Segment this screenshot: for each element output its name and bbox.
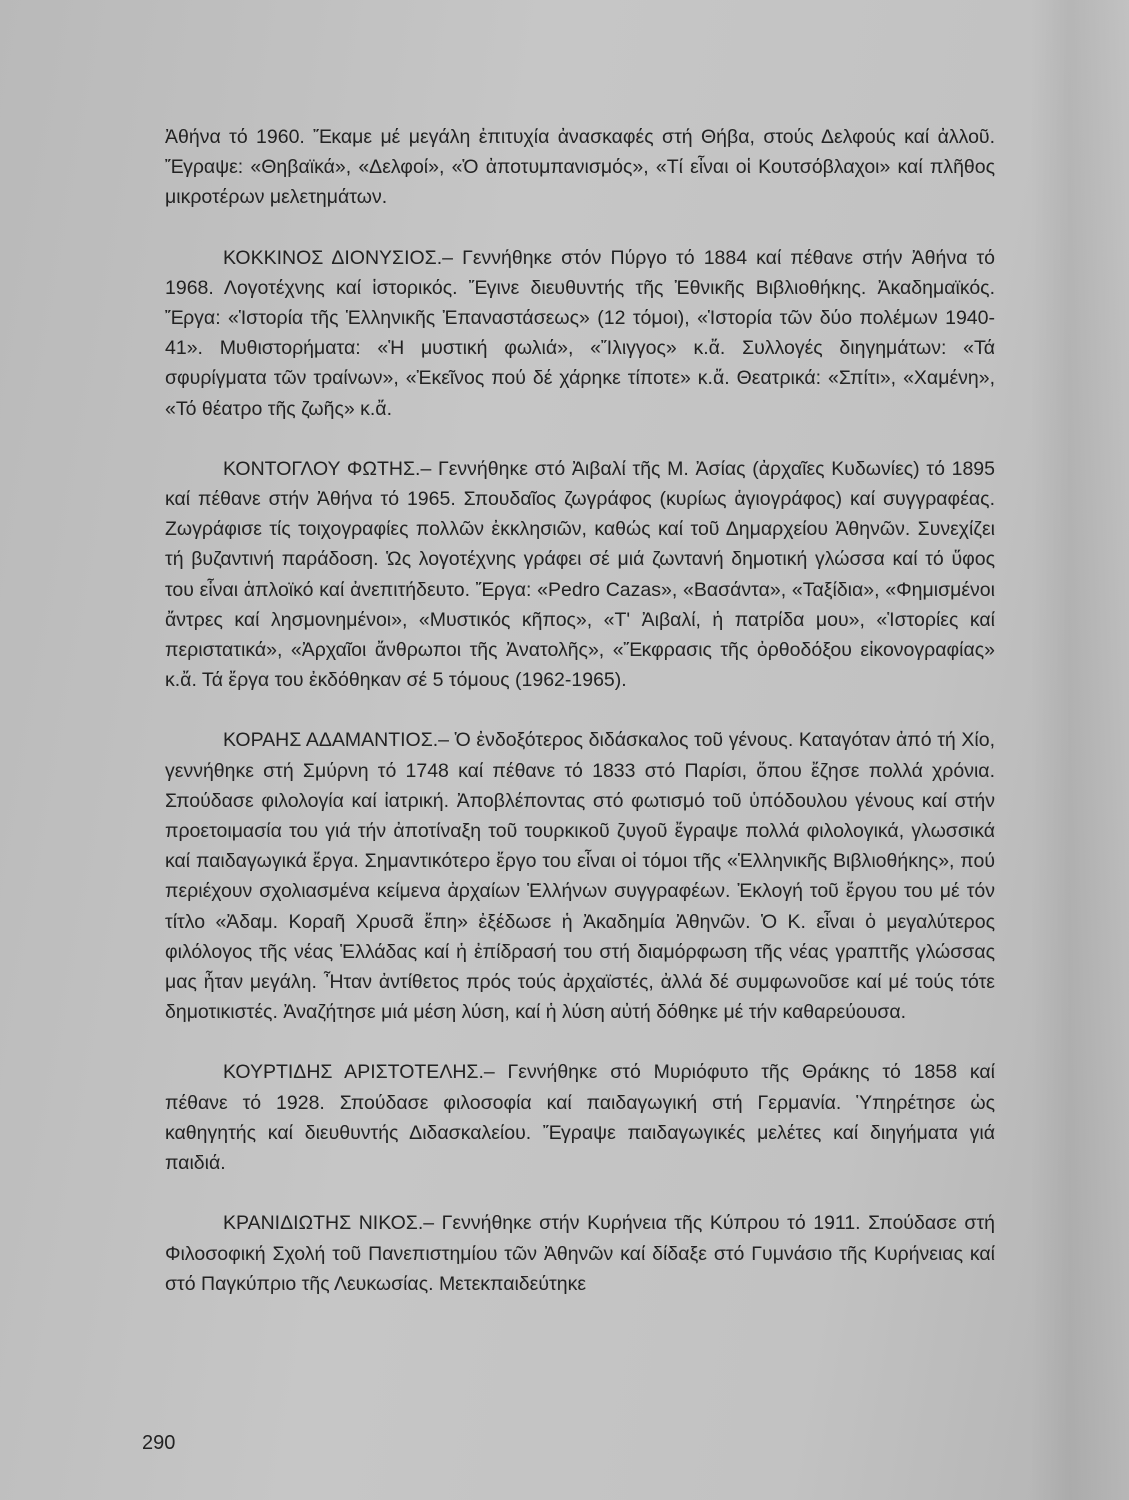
entry-kourtidis-aristotelis: ΚΟΥΡΤΙΔΗΣ ΑΡΙΣΤΟΤΕΛΗΣ.– Γεννήθηκε στό Μυριόφυτο τῆς Θράκης τό 1858 καί πέθανε τό 1928. Σπούδασε φιλοσοφία καί παιδαγωγική στή Γερμανία. Ὑπηρέτησε ὡς καθηγητής καί διευθυντής Διδασκαλείου. Ἔγραψε παιδαγωγικές μελέτες καί διηγήματα γιά παιδιά. xyxy=(165,1061,995,1175)
page-body xyxy=(165,122,995,1329)
paragraph-continuation: Ἀθήνα τό 1960. Ἔκαμε μέ μεγάλη ἐπιτυχία ἀνασκαφές στή Θήβα, στούς Δελφούς καί ἀλλοῦ. Ἔγραψε: «Θηβαϊκά», «Δελφοί», «Ὁ ἀποτυμπανισμός», «Τί εἶναι οἱ Κουτσόβλαχοι» καί πλῆθος μικροτέρων μελετημάτων. xyxy=(165,126,995,209)
entry-kontoglou-fotis: ΚΟΝΤΟΓΛΟΥ ΦΩΤΗΣ.– Γεννήθηκε στό Ἀιβαλί τῆς Μ. Ἀσίας (ἀρχαῖες Κυδωνίες) τό 1895 καί πέθανε στήν Ἀθήνα τό 1965. Σπουδαῖος ζωγράφος (κυρίως ἁγιογράφος) καί συγγραφέας. Ζωγράφισε τίς τοιχογραφίες πολλῶν ἐκκλησιῶν, καθώς καί τοῦ Δημαρχείου Ἀθηνῶν. Συνεχίζει τή βυζαντινή παράδοση. Ὡς λογοτέχνης γράφει σέ μιά ζωντανή δημοτική γλώσσα καί τό ὕφος του εἶναι ἁπλοϊκό καί ἀνεπιτήδευτο. Ἔργα: «Pedro Cazas», «Βασάντα», «Ταξίδια», «Φημισμένοι ἄντρες καί λησμονημένοι», «Μυστικός κῆπος», «Τ' Ἀιβαλί, ἡ πατρίδα μου», «Ἱστορίες καί περιστατικά», «Ἀρχαῖοι ἄνθρωποι τῆς Ἀνατολῆς», «Ἔκφρασις τῆς ὀρθοδόξου εἰκονογραφίας» κ.ἄ. Τά ἔργα του ἐκδόθηκαν σέ 5 τόμους (1962-1965). xyxy=(165,457,995,692)
page-fold-shadow xyxy=(1030,0,1129,1500)
entry-korais-adamantios: ΚΟΡΑΗΣ ΑΔΑΜΑΝΤΙΟΣ.– Ὁ ἐνδοξότερος διδάσκαλος τοῦ γένους. Καταγόταν ἀπό τή Χίο, γεννήθηκε στή Σμύρνη τό 1748 καί πέθανε τό 1833 στό Παρίσι, ὅπου ἔζησε πολλά χρόνια. Σπούδασε φιλολογία καί ἰατρική. Ἀποβλέποντας στό φωτισμό τοῦ ὑπόδουλου γένους καί στήν προετοιμασία του γιά τήν ἀποτίναξη τοῦ τουρκικοῦ ζυγοῦ ἔγραψε πολλά φιλολογικά, γλωσσικά καί παιδαγωγικά ἔργα. Σημαντικότερο ἔργο του εἶναι οἱ τόμοι τῆς «Ἑλληνικῆς Βιβλιοθήκης», πού περιέχουν σχολιασμένα κείμενα ἀρχαίων Ἑλλήνων συγγραφέων. Ἐκλογή τοῦ ἔργου του μέ τόν τίτλο «Ἀδαμ. Κοραῆ Χρυσᾶ ἔπη» ἐξέδωσε ἡ Ἀκαδημία Ἀθηνῶν. Ὁ Κ. εἶναι ὁ μεγαλύτερος φιλόλογος τῆς νέας Ἑλλάδας καί ἡ ἐπίδρασή του στή διαμόρφωση τῆς νέας γραπτῆς γλώσσας μας ἦταν μεγάλη. Ἦταν ἀντίθετος πρός τούς ἀρχαϊστές, ἀλλά δέ συμφωνοῦσε καί μέ τούς τότε δημοτικιστές. Ἀναζήτησε μιά μέση λύση, καί ἡ λύση αὐτή δόθηκε μέ τήν καθαρεύουσα. xyxy=(165,729,995,1024)
entry-kranidiotis-nikos: ΚΡΑΝΙΔΙΩΤΗΣ ΝΙΚΟΣ.– Γεννήθηκε στήν Κυρήνεια τῆς Κύπρου τό 1911. Σπούδασε στή Φιλοσοφική Σχολή τοῦ Πανεπιστημίου τῶν Ἀθηνῶν καί δίδαξε στό Γυμνάσιο τῆς Κυρήνειας καί στό Παγκύπριο τῆς Λευκωσίας. Μετεκπαιδεύτηκε xyxy=(165,1212,995,1295)
page-number: 290 xyxy=(142,1432,176,1454)
entry-kokkinos-dionysios: ΚΟΚΚΙΝΟΣ ΔΙΟΝΥΣΙΟΣ.– Γεννήθηκε στόν Πύργο τό 1884 καί πέθανε στήν Ἀθήνα τό 1968. Λογοτέχνης καί ἱστορικός. Ἔγινε διευθυντής τῆς Ἐθνικῆς Βιβλιοθήκης. Ἀκαδημαϊκός. Ἔργα: «Ἱστορία τῆς Ἑλληνικῆς Ἐπαναστάσεως» (12 τόμοι), «Ἱστορία τῶν δύο πολέμων 1940-41». Μυθιστορήματα: «Ἡ μυστική φωλιά», «Ἴλιγγος» κ.ἄ. Συλλογές διηγημάτων: «Τά σφυρίγματα τῶν τραίνων», «Ἐκεῖνος πού δέ χάρηκε τίποτε» κ.ἄ. Θεατρικά: «Σπίτι», «Χαμένη», «Τό θέατρο τῆς ζωῆς» κ.ἄ. xyxy=(165,246,995,420)
